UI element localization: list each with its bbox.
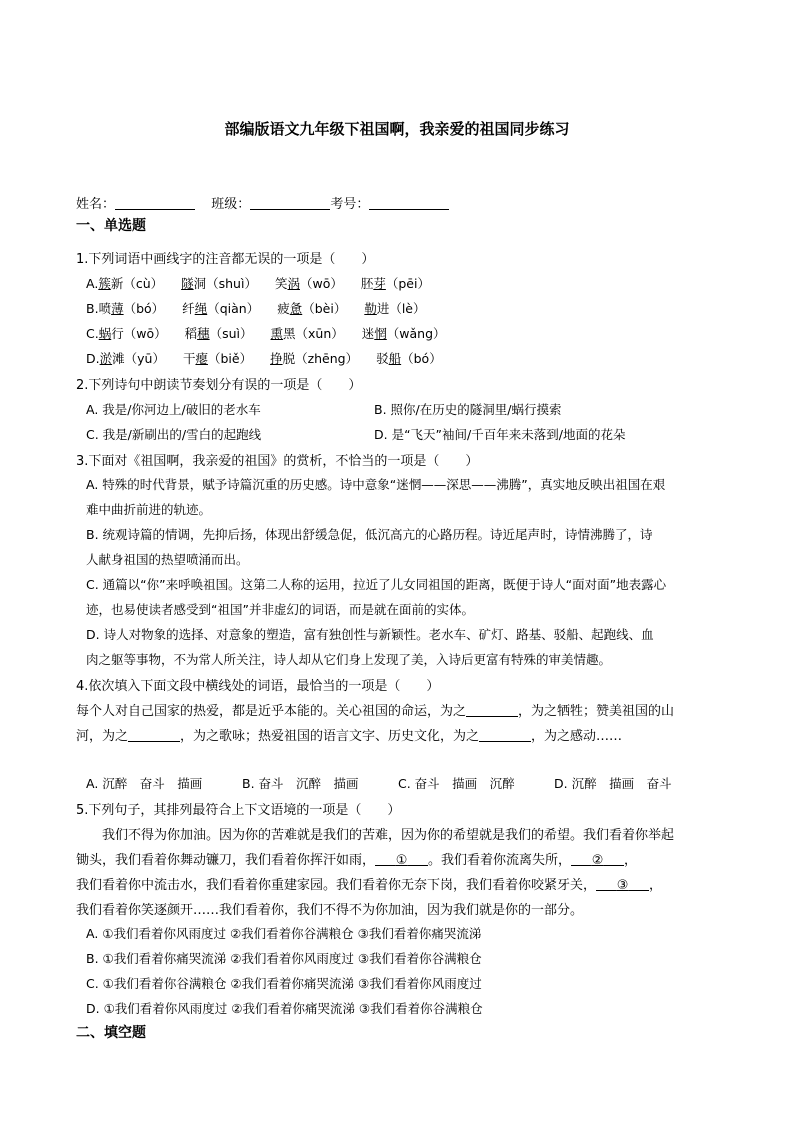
q5-option-b: B. ①我们看着你痛哭流涕 ②我们看着你风雨度过 ③我们看着你谷满粮仓 [86, 951, 482, 966]
q1-option-d: D.淤滩（yū） 干瘪（biě） 挣脱（zhēng） 驳船（bó） [86, 351, 442, 366]
q3-option-d-line1: D. 诗人对物象的选择、对意象的塑造，富有独创性与新颖性。老水车、矿灯、路基、驳船、起跑线、血 [86, 627, 654, 642]
q5-option-d: D. ①我们看着你风雨度过 ②我们看着你痛哭流涕 ③我们看着你谷满粮仓 [86, 1001, 483, 1016]
q2-option-b: B. 照你/在历史的隧洞里/蜗行摸索 [374, 402, 562, 417]
q3-option-c-line1: C. 通篇以“你”来呼唤祖国。这第二人称的运用，拉近了儿女同祖国的距离，既便于诗人“面对面”地表露心 [86, 577, 667, 592]
question-4-stem: 4.依次填入下面文段中横线处的词语，最恰当的一项是（ ） [76, 679, 440, 694]
q5-blank-2[interactable]: ② [591, 853, 604, 868]
q5-passage-line4: 我们看着你笑逐颜开……我们看着你，我们不得不为你加油，因为我们就是你的一部分。 [76, 903, 584, 918]
question-1-stem: 1.下列词语中画线字的注音都无误的一项是（ ） [76, 252, 375, 267]
q5-blank-3[interactable]: ③ [616, 878, 629, 893]
q4-option-a: A. 沉醉 奋斗 描画 [86, 776, 203, 791]
q1-option-c: C.蜗行（wō） 稻穗（suì） 熏黑（xūn） 迷惘（wǎng） [86, 326, 446, 341]
class-label: 班级： [211, 197, 251, 212]
q3-option-a-line1: A. 特殊的时代背景，赋予诗篇沉重的历史感。诗中意象“迷惘——深思——沸腾”，真实地反映出祖国在艰 [86, 477, 666, 492]
q4-option-d: D. 沉醉 描画 奋斗 [554, 776, 672, 791]
q2-option-c: C. 我是/新刷出的/雪白的起跑线 [86, 427, 262, 442]
q4-blank-3[interactable] [479, 728, 531, 742]
q4-option-c: C. 奋斗 描画 沉醉 [398, 776, 515, 791]
q5-passage-line2: 锄头，我们看着你舞动镰刀，我们看着你挥汗如雨， ① 。我们看着你流离失所， ② ， [76, 853, 638, 868]
q5-passage-line1: 我们不得为你加油。因为你的苦难就是我们的苦难，因为你的希望就是我们的希望。我们看着你举起 [102, 828, 675, 843]
name-label: 姓名： [76, 197, 116, 212]
question-2-stem: 2.下列诗句中朗读节奏划分有误的一项是（ ） [76, 378, 362, 393]
q1-option-a: A.簇新（cù） 隧洞（shuì） 笑涡（wō） 胚芽（pēi） [86, 276, 430, 291]
q4-blank-1[interactable] [466, 703, 518, 717]
q4-option-b: B. 奋斗 沉醉 描画 [242, 776, 359, 791]
q4-passage-line2: 河，为之 ，为之歌咏；热爱祖国的语言文字、历史文化，为之 ，为之感动…… [76, 729, 623, 744]
class-blank[interactable] [250, 196, 330, 210]
exam-blank[interactable] [369, 196, 449, 210]
q2-option-d: D. 是“飞天”袖间/千百年来未落到/地面的花朵 [374, 427, 626, 442]
q5-blank-1[interactable]: ① [395, 853, 408, 868]
q1-option-b: B.喷薄（bó） 纤绳（qiàn） 疲惫（bèi） 勒进（lè） [86, 301, 426, 316]
q4-passage-line1: 每个人对自己国家的热爱，都是近乎本能的。关心祖国的命运，为之 ，为之牺牲；赞美祖国的山 [76, 704, 675, 719]
question-3-stem: 3.下面对《祖国啊，我亲爱的祖国》的赏析，不恰当的一项是（ ） [76, 454, 479, 469]
section-heading-1: 一、单选题 [76, 218, 146, 234]
q5-option-a: A. ①我们看着你风雨度过 ②我们看着你谷满粮仓 ③我们看着你痛哭流涕 [86, 926, 482, 941]
section-heading-2: 二、填空题 [76, 1025, 146, 1041]
exam-label: 考号： [330, 197, 370, 212]
q3-option-d-line2: 肉之躯等事物，不为常人所关注，诗人却从它们身上发现了美，入诗后更富有特殊的审美情趣。 [86, 652, 612, 667]
q4-blank-2[interactable] [128, 728, 180, 742]
student-info-row [76, 193, 449, 212]
q3-option-a-line2: 难中曲折前进的轨迹。 [86, 502, 212, 517]
q5-passage-line3: 我们看着你中流击水，我们看着你重建家园。我们看着你无奈下岗，我们看着你咬紧牙关， ③ ， [76, 878, 663, 893]
q3-option-b-line2: 人献身祖国的热望喷涌而出。 [86, 552, 249, 567]
q2-option-a: A. 我是/你河边上/破旧的老水车 [86, 402, 261, 417]
page-title: 部编版语文九年级下祖国啊，我亲爱的祖国同步练习 [224, 120, 570, 138]
q3-option-b-line1: B. 统观诗篇的情调，先抑后扬，体现出舒缓急促，低沉高亢的心路历程。诗近尾声时，诗情沸腾了，诗 [86, 527, 653, 542]
q5-option-c: C. ①我们看着你谷满粮仓 ②我们看着你痛哭流涕 ③我们看着你风雨度过 [86, 976, 482, 991]
question-5-stem: 5.下列句子，其排列最符合上下文语境的一项是（ ） [76, 803, 401, 818]
q3-option-c-line2: 迹，也易使读者感受到“祖国”并非虚幻的词语，而是就在面前的实体。 [86, 602, 474, 617]
name-blank[interactable] [115, 196, 195, 210]
